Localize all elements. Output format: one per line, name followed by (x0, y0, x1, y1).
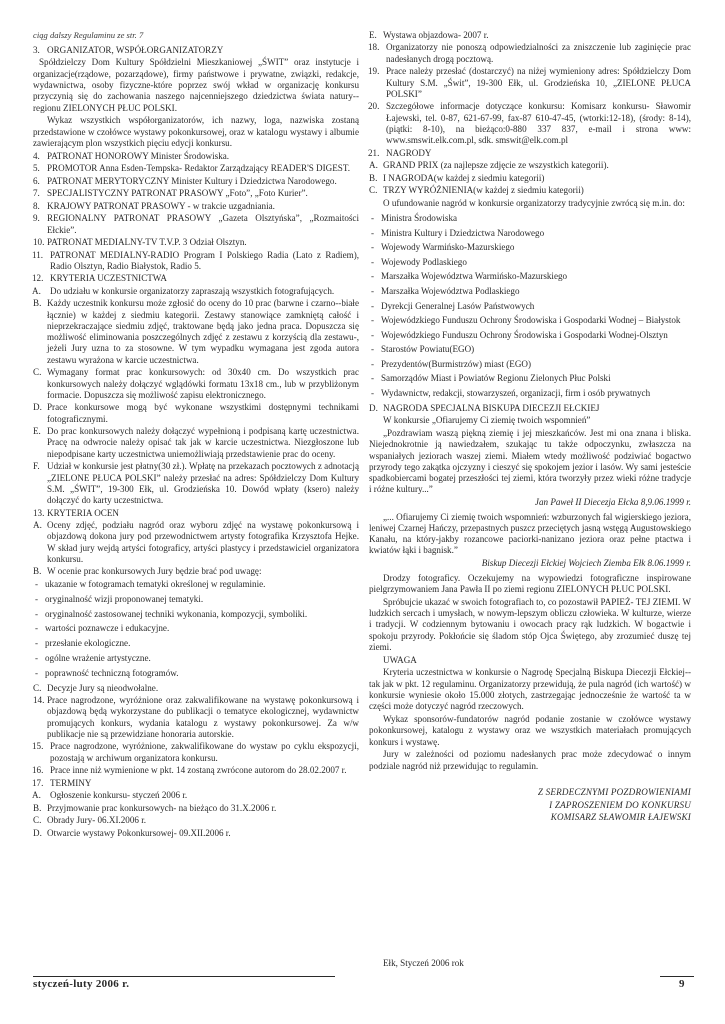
footer-rule (660, 976, 694, 977)
list-item: 15. Prace nagrodzone, wyróżnione, zakwalifikowane do wystaw po cyklu ekspozycji, pozostają w archiwum organizatora konkursu. (32, 741, 359, 763)
list-item: 18. Organizatorzy nie ponoszą odpowiedzialności za zniszczenie lub zaginięcie prac nadesłanych drogą pocztową. (368, 42, 691, 64)
list-item: 19. Prace należy przesłać (dostarczyć) na niżej wymieniony adres: Spółdzielczy Dom Kultury S.M. „Świt”, 19-300 Ełk, ul. Grodzieńska 10, „ZIELONE PŁUCA POLSKI” (368, 66, 691, 99)
quote-pope: „Pozdrawiam waszą piękną ziemię i jej mieszkańców. Jest mi ona znana i bliska. Niejednokrotnie ją nawiedzałem, szukając tu także odpoczynku, zwłaszcza na wspaniałych jeziorach waszej ziemi. Miałem wtedy możliwość podziwiać bogactwo przyrody tego zakątka ojczyzny i cieszyć się spokojem jezior i lasów. Wy sami jesteście spadkobiercami bogatej przeszłości tej ziemi, która tworzyły przez wieki różne tradycje i różne kultury...” (369, 427, 691, 495)
founder-item: - Samorządów Miast i Powiatów Regionu Zielonych Płuc Polski (371, 373, 611, 384)
footer-rule (33, 976, 335, 977)
list-item: B. Każdy uczestnik konkursu może zgłosić do oceny do 10 prac (barwne i czarno--białe łącznie) w każdej z siedmiu kategorii. Zestawy stanowiące zamkniętą całość i nieprzekraczające siedmiu zdjęć, traktowane będą jako jedna praca. Dopuszcza się możliwość eliminowania poszczególnych zdjęć z zestawu z korzyścią dla zestawu-, jeżeli Jury uzna to za stosowne. W tym wypadku wymagana jest zgoda autora zestawu wyrażona w karcie uczestnictwa. (33, 298, 359, 365)
founder-item: - Wojewódzkiego Funduszu Ochrony Środowiska i Gospodarki Wodnej-Olsztyn (371, 329, 668, 340)
note-paragraph: Kryteria uczestnictwa w konkursie o Nagrodę Specjalną Biskupa Diecezji Ełckiej--tak jak w pkt. 12 regulaminu. Organizatorzy przewidują, że pula nagród (ich wartość) w konkursie wyniesie około 15.000 złotych, zastrzegając jednocześnie że wartość ta w części może dotyczyć nagród rzeczowych. (369, 667, 691, 712)
page-number: 9 (679, 978, 685, 990)
criteria-item: - ogólne wrażenie artystyczne. (35, 652, 151, 663)
founders-intro: O ufundowanie nagród w konkursie organizatorzy tradycyjnie zwrócą się m.in. do: (383, 197, 685, 208)
list-item: D. NAGRODA SPECJALNA BISKUPA DIECEZJI EŁCKIEJ (369, 402, 600, 413)
list-item: 17. TERMINY (32, 777, 92, 788)
criteria-item: - ukazanie w fotogramach tematyki określonej w regulaminie. (35, 578, 266, 589)
list-item: 21. NAGRODY (368, 147, 432, 158)
list-item: E. Do prac konkursowych należy dołączyć wypełnioną i podpisaną kartę uczestnictwa. Pracę na odwrocie należy opisać tak jak w karcie uczestnictwa. Niezgłoszone lub niepodpisane karty uczestnictwa uniemożliwiają przedstawienie prac do oceny. (33, 426, 359, 459)
quote-bishop: „... Ofiarujemy Ci ziemię twoich wspomnień: wzburzonych fal wigierskiego jeziora, leniwej Czarnej Hańczy, przepastnych puszcz przeciętych jasną wstęgą Augustowskiego Kanału, na który-jakby rozancowe paciorki-nanizano jeziora oraz pełne ptactwa i kwiatów łąki i bagnisk.” (369, 511, 691, 556)
founder-item: - Wojewódzkiego Funduszu Ochrony Środowiska i Gospodarki Wodnej – Białystok (371, 315, 681, 326)
founder-item: - Dyrekcji Generalnej Lasów Państwowych (371, 300, 535, 311)
place-date: Ełk, Styczeń 2006 rok (383, 958, 464, 968)
note-heading: UWAGA (383, 654, 417, 665)
quote-bishop-source: Biskup Diecezji Ełckiej Wojciech Ziemba Ełk 8.06.1999 r. (481, 558, 691, 569)
list-item: A. Ogłoszenie konkursu- styczeń 2006 r. (32, 790, 188, 801)
list-item: 12. KRYTERIA UCZESTNICTWA (32, 273, 167, 284)
list-item: 16. Prace inne niż wymienione w pkt. 14 zostaną zwrócone autorom do 28.02.2007 r. (32, 765, 347, 776)
list-item: D. Prace konkursowe mogą być wykonane wszystkimi dostępnymi technikami fotograficznymi. (33, 402, 359, 424)
list-item: B. I NAGRODA(w każdej z siedmiu kategorii) (369, 172, 545, 183)
list-item: 8. KRAJOWY PATRONAT PRASOWY - w trakcie uzgadniania. (33, 200, 275, 211)
list-item: 20. Szczegółowe informacje dotyczące konkursu: Komisarz konkursu- Sławomir Łajewski, tel. 0-87, 621-67-99, fax-87 610-47-45, (wtorki:12-18), (środy: 8-14), (piątki: 8-10), na bieżąco:0-880 337 837, e-mail i strona www: www.smswit.elk.com.pl, sdk. smswit@elk.com.pl (368, 101, 691, 146)
criteria-item: - przesłanie ekologiczne. (35, 638, 131, 649)
issue-date: styczeń-luty 2006 r. (33, 978, 130, 990)
list-item: 7. SPECJALISTYCZNY PATRONAT PRASOWY „Foto”, „Foto Kurier”. (33, 188, 308, 199)
note-paragraph: Jury w zależności od poziomu nadesłanych prac może zdecydować o innym podziale nagród niż przewidując to regulamin. (369, 749, 691, 771)
list-item: 13. KRYTERIA OCEN (33, 507, 119, 518)
list-item: 3. ORGANIZATOR, WSPÓŁORGANIZATORZY (33, 45, 224, 55)
list-item: 9. REGIONALNY PATRONAT PRASOWY „Gazeta Olsztyńska”, „Rozmaitości Ełckie”. (33, 213, 359, 235)
special-motto: W konkursie „Ofiarujemy Ci ziemię twoich wspomnień” (383, 415, 591, 426)
list-item: 6. PATRONAT MERYTORYCZNY Minister Kultury i Dziedzictwa Narodowego. (33, 175, 337, 186)
list-item: 5. PROMOTOR Anna Esden-Tempska- Redaktor Zarządzający READER'S DIGEST. (33, 163, 350, 174)
organizer-paragraph: Spółdzielczy Dom Kultury Spółdzielni Mieszkaniowej „ŚWIT” oraz instytucje i organizacje(rządowe, pozarządowe), firmy państwowe i prywatne, związki, redakcje, wydawnictwa, osoby fizyczne-które poprzez swój wkład w organizację konkursu przyczynią się do zachowania naszego najcenniejszego dziedzictwa świata natury--regionu ZIELONYCH PŁUC POLSKI. (33, 57, 359, 113)
list-item: B. Przyjmowanie prac konkursowych- na bieżąco do 31.X.2006 r. (33, 802, 277, 813)
list-item: C. Wymagany format prac konkursowych: od 30x40 cm. Do wszystkich prac konkursowych należy dołączyć wglądówki formatu 13x18 cm., lub w przybliżonym formacie. Dopuszcza się możliwość zapisu elektronicznego. (33, 367, 359, 400)
criteria-item: - oryginalność zastosowanej techniki wykonania, kompozycji, symboliki. (35, 608, 308, 619)
founder-item: - Marszałka Województwa Warmińsko-Mazurskiego (371, 271, 568, 282)
list-item: C. Obrady Jury- 06.XI.2006 r. (33, 815, 147, 826)
organizer-note: Wykaz wszystkich współorganizatorów, ich nazwy, loga, nazwiska zostaną przedstawione w czołówce wystawy pokonkursowej, oraz w katalogu wystawy i albumie zawierającym plon wszystkich pięciu edycji konkursu. (33, 115, 359, 149)
list-item: 4. PATRONAT HONOROWY Minister Środowiska. (33, 150, 230, 161)
criteria-item: - wartości poznawcze i edukacyjne. (35, 623, 170, 634)
quote-pope-source: Jan Paweł II Diecezja Ełcka 8,9.06.1999 r. (534, 497, 691, 508)
founder-item: - Wojewody Warmińsko-Mazurskiego (371, 242, 515, 253)
criteria-item: - poprawność techniczną fotogramów. (35, 667, 179, 678)
criteria-item: - oryginalność wizji proponowanej tematyki. (35, 593, 204, 604)
continuation-note: ciąg dalszy Regulaminu ze str. 7 (33, 30, 144, 40)
list-item: F. Udział w konkursie jest płatny(30 zł.). Wpłatę na przekazach pocztowych z adnotacją „ZIELONE PŁUCA POLSKI” należy przesłać na adres: Spółdzielczy Dom Kultury S.M. „ŚWIT”, 19-300 Ełk, ul. Grodzieńska 10. Dowód wpłaty (ksero) należy dołączyć do karty uczestnictwa. (33, 461, 359, 506)
list-item: 14. Prace nagrodzone, wyróżnione oraz zakwalifikowane na wystawę pokonkursową i objazdową będą wykorzystane do publikacji o tematyce ekologicznej, wydawnictw promujących konkurs, wydania katalogu z wystawy pokonkursowej. Za w/w publikacje nie są przewidziane honoraria autorskie. (33, 694, 359, 739)
founder-item: - Wojewody Podlaskiego (371, 256, 467, 267)
right-column (369, 30, 691, 824)
list-item: A. GRAND PRIX (za najlepsze zdjęcie ze wszystkich kategorii). (369, 160, 609, 171)
appeal-paragraph: Spróbujcie ukazać w swoich fotografiach to, co pozostawił PAPIEŻ- TEJ ZIEMI. W ludzkich sercach i umysłach, w nowym-lepszym obliczu człowieka. W kulturze, wierze i tradycji. W codziennym bytowaniu i owocach pracy rąk ludzkich. W bogactwie i spokoju przyrody. Pokłońcie się śladom stóp Ojca Świętego, aby zrozumieć duszę tej ziemi. (369, 596, 691, 652)
founder-item: - Starostów Powiatu(EGO) (371, 344, 475, 355)
founder-item: - Ministra Kultury i Dziedzictwa Narodowego (371, 227, 545, 238)
list-item: 10. PATRONAT MEDIALNY-TV T.V.P. 3 Odział Olsztyn. (33, 237, 247, 248)
list-item: A. Oceny zdjęć, podziału nagród oraz wyboru zdjęć na wystawę pokonkursową i objazdową dokona jury pod przewodnictwem artysty fotografika Krzysztofa Hejke. W skład jury wejdą artyści fotograficy, artyści plastycy i przedstawiciel organizatora konkursu. (33, 520, 359, 564)
founder-item: - Wydawnictw, redakcji, stowarzyszeń, organizacji, firm i osób prywatnych (371, 388, 651, 399)
list-item: 11. PATRONAT MEDIALNY-RADIO Program I Polskiego Radia (Lato z Radiem), Radio Olsztyn, Radio Białystok, Radio 5. (32, 249, 359, 271)
appeal-paragraph: Drodzy fotograficy. Oczekujemy na wypowiedzi fotograficzne inspirowane pielgrzymowaniem Jana Pawła II po ziemi regionu ZIELONYCH PŁUC POLSKI. (369, 572, 691, 594)
list-item: C. TRZY WYRÓŻNIENIA(w każdej z siedmiu kategorii) (369, 185, 584, 196)
list-item: A. Do udziału w konkursie organizatorzy zapraszają wszystkich fotografujących. (32, 285, 335, 296)
list-item: D. Otwarcie wystawy Pokonkursowej- 09.XII.2006 r. (33, 827, 231, 838)
list-item: C. Decyzje Jury są nieodwołalne. (33, 682, 159, 693)
closing-greeting: Z SERDECZNYMI POZDROWIENIAMI I ZAPROSZENIEM DO KONKURSU KOMISARZ SŁAWOMIR ŁAJEWSKI (537, 787, 691, 823)
list-item: E. Wystawa objazdowa- 2007 r. (369, 30, 489, 40)
list-item: B. W ocenie prac konkursowych Jury będzie brać pod uwagę: (33, 566, 262, 577)
founder-item: - Prezydentów(Burmistrzów) miast (EGO) (371, 358, 532, 369)
note-paragraph: Wykaz sponsorów-fundatorów nagród podanie zostanie w czołówce wystawy pokonkursowej, katalogu z wystawy oraz we wszystkich materiałach promujących konkurs i wystawę. (369, 714, 691, 747)
founder-item: - Marszałka Województwa Podlaskiego (371, 285, 520, 296)
founder-item: - Ministra Środowiska (371, 212, 458, 223)
left-column (33, 45, 359, 840)
